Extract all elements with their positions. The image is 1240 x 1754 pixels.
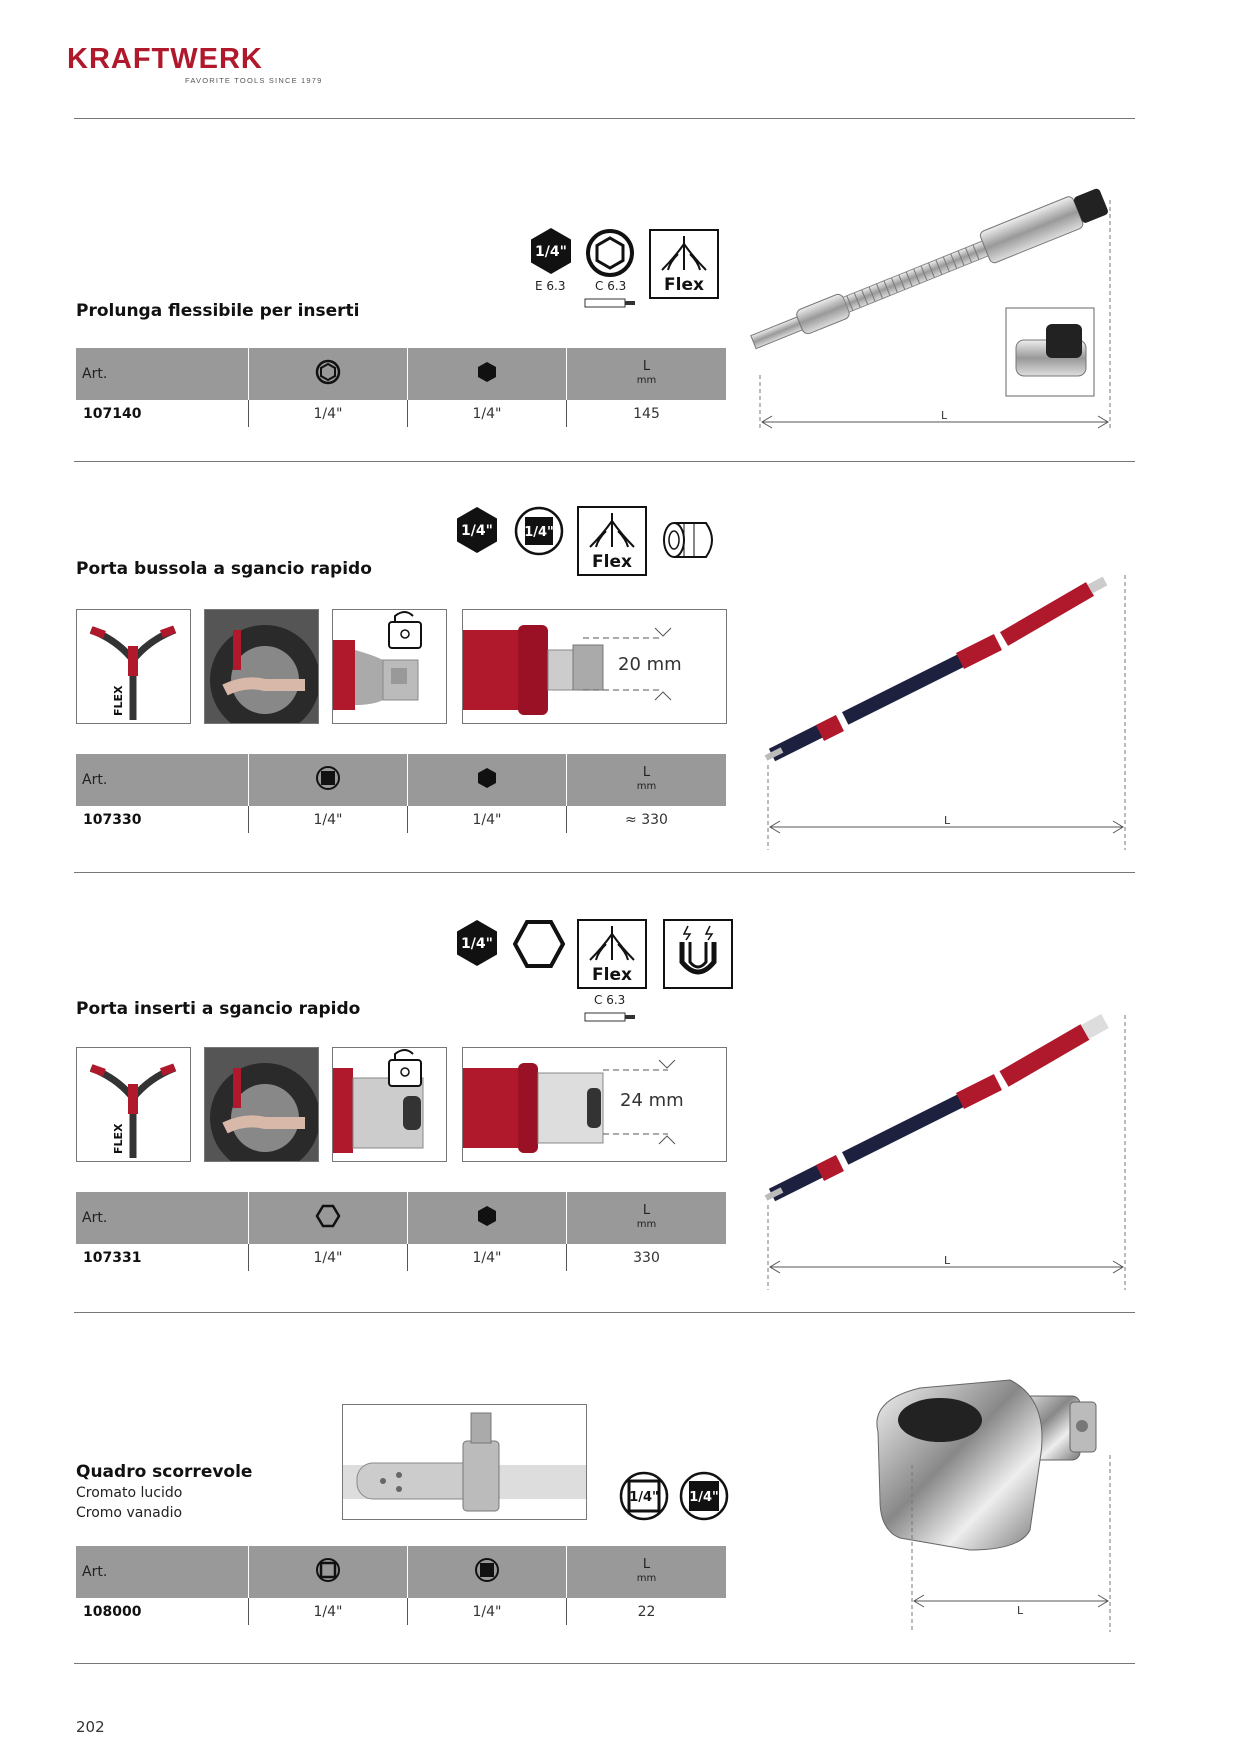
col-length: L mm <box>567 348 727 400</box>
photo-measurement <box>462 1047 727 1162</box>
brand-logo <box>67 43 323 85</box>
bit-icon <box>584 1010 642 1024</box>
flex-badge-icon <box>648 228 720 300</box>
measurement-label: 24 mm <box>620 1090 684 1111</box>
col-square-socket <box>249 1546 408 1598</box>
photo-sliding-tbar <box>342 1404 587 1520</box>
spec-table <box>76 1546 726 1625</box>
section-subtitle: Cromo vanadio <box>76 1505 183 1521</box>
hex-socket-badge-icon <box>513 918 565 970</box>
section-title: Prolunga flessibile per inserti <box>76 301 360 321</box>
col-art: Art. <box>76 754 249 806</box>
hex-drive-badge-icon <box>526 226 576 276</box>
flex-badge-icon <box>576 918 648 990</box>
divider <box>74 1312 1135 1313</box>
col-hex-drive <box>408 754 567 806</box>
hex-drive-badge-icon <box>452 505 502 555</box>
cell-value: 1/4" <box>249 1244 408 1271</box>
cell-value: 1/4" <box>408 806 567 833</box>
table-row <box>76 1598 726 1625</box>
svg-text:1/4": 1/4" <box>524 525 554 540</box>
col-hex-socket <box>249 348 408 400</box>
art-number: 107330 <box>83 811 142 828</box>
svg-text:Flex: Flex <box>664 275 704 295</box>
dimension-label: L <box>1017 1604 1024 1617</box>
divider <box>74 461 1135 462</box>
svg-text:1/4": 1/4" <box>689 1490 719 1505</box>
svg-text:1/4": 1/4" <box>461 523 493 539</box>
bit-icon <box>584 296 642 310</box>
page-number: 202 <box>76 1718 105 1736</box>
cell-value: 1/4" <box>249 1598 408 1625</box>
svg-text:1/4": 1/4" <box>535 244 567 260</box>
product-image-flexible-extension <box>740 150 1140 440</box>
brand-tagline: FAVORITE TOOLS SINCE 1979 <box>185 76 323 85</box>
cell-value: 1/4" <box>249 400 408 427</box>
product-image-socket-holder <box>760 565 1140 855</box>
col-hex-drive <box>408 348 567 400</box>
cell-value: 1/4" <box>408 1244 567 1271</box>
svg-text:1/4": 1/4" <box>461 936 493 952</box>
hex-drive-icon <box>474 765 500 791</box>
section-title: Quadro scorrevole <box>76 1462 253 1482</box>
socket-caption: C 6.3 <box>595 279 627 293</box>
photo-wheel-application <box>204 1047 319 1162</box>
square-drive-icon <box>315 765 341 791</box>
hex-drive-icon <box>474 359 500 385</box>
svg-text:FLEX: FLEX <box>112 685 125 716</box>
col-hex-drive <box>408 1192 567 1244</box>
photo-measurement <box>462 609 727 724</box>
table-row <box>76 400 726 427</box>
photo-quick-release <box>332 1047 447 1162</box>
hex-drive-icon <box>474 1203 500 1229</box>
section-subtitle: Cromato lucido <box>76 1485 183 1501</box>
product-image-bit-holder <box>760 1000 1140 1295</box>
col-art: Art. <box>76 1546 249 1598</box>
svg-text:1/4": 1/4" <box>629 1490 659 1505</box>
col-art: Art. <box>76 1192 249 1244</box>
hex-socket-badge-icon <box>585 228 635 278</box>
photo-flex-demo <box>76 609 191 724</box>
measurement-label: 20 mm <box>618 654 682 675</box>
col-square-drive <box>408 1546 567 1598</box>
art-number: 108000 <box>83 1603 142 1620</box>
spec-table <box>76 1192 726 1271</box>
square-socket-icon <box>315 1557 341 1583</box>
section-title: Porta inserti a sgancio rapido <box>76 999 361 1019</box>
hex-drive-badge-icon <box>452 918 502 968</box>
unlock-icon <box>389 622 421 648</box>
photo-quick-release <box>332 609 447 724</box>
magnet-icon <box>662 918 734 990</box>
cell-value: 1/4" <box>408 1598 567 1625</box>
dimension-label: L <box>944 814 951 827</box>
svg-text:Flex: Flex <box>592 965 632 985</box>
table-row <box>76 1244 726 1271</box>
spec-table <box>76 348 726 427</box>
drive-caption: E 6.3 <box>535 279 566 293</box>
col-length: L mm <box>567 1192 727 1244</box>
cell-value: 330 <box>567 1244 727 1271</box>
divider <box>74 1663 1135 1664</box>
photo-flex-demo <box>76 1047 191 1162</box>
socket-icon <box>660 518 724 562</box>
svg-text:Flex: Flex <box>592 552 632 572</box>
col-length: L mm <box>567 754 727 806</box>
product-image-sliding-square <box>860 1360 1140 1640</box>
col-square-drive <box>249 754 408 806</box>
square-drive-badge-icon <box>678 1470 730 1522</box>
hex-socket-icon <box>315 1203 341 1229</box>
hex-socket-icon <box>315 359 341 385</box>
square-drive-badge-icon <box>513 505 565 557</box>
socket-caption: C 6.3 <box>594 993 626 1007</box>
table-row <box>76 806 726 833</box>
art-number: 107140 <box>83 405 142 422</box>
flex-badge-icon <box>576 505 648 577</box>
cell-value: 1/4" <box>249 806 408 833</box>
square-drive-icon <box>474 1557 500 1583</box>
col-hex-socket <box>249 1192 408 1244</box>
dimension-label: L <box>944 1254 951 1267</box>
photo-wheel-application <box>204 609 319 724</box>
brand-name: KRAFTWERK <box>67 43 263 75</box>
cell-value: 22 <box>567 1598 727 1625</box>
col-art: Art. <box>76 348 249 400</box>
divider <box>74 118 1135 119</box>
section-title: Porta bussola a sgancio rapido <box>76 559 372 579</box>
divider <box>74 872 1135 873</box>
square-socket-badge-icon <box>618 1470 670 1522</box>
svg-text:FLEX: FLEX <box>112 1123 125 1154</box>
unlock-icon <box>389 1060 421 1086</box>
col-length: L mm <box>567 1546 727 1598</box>
cell-value: 145 <box>567 400 727 427</box>
dimension-label: L <box>941 409 948 422</box>
spec-table <box>76 754 726 833</box>
cell-value: ≈ 330 <box>567 806 727 833</box>
art-number: 107331 <box>83 1249 142 1266</box>
cell-value: 1/4" <box>408 400 567 427</box>
